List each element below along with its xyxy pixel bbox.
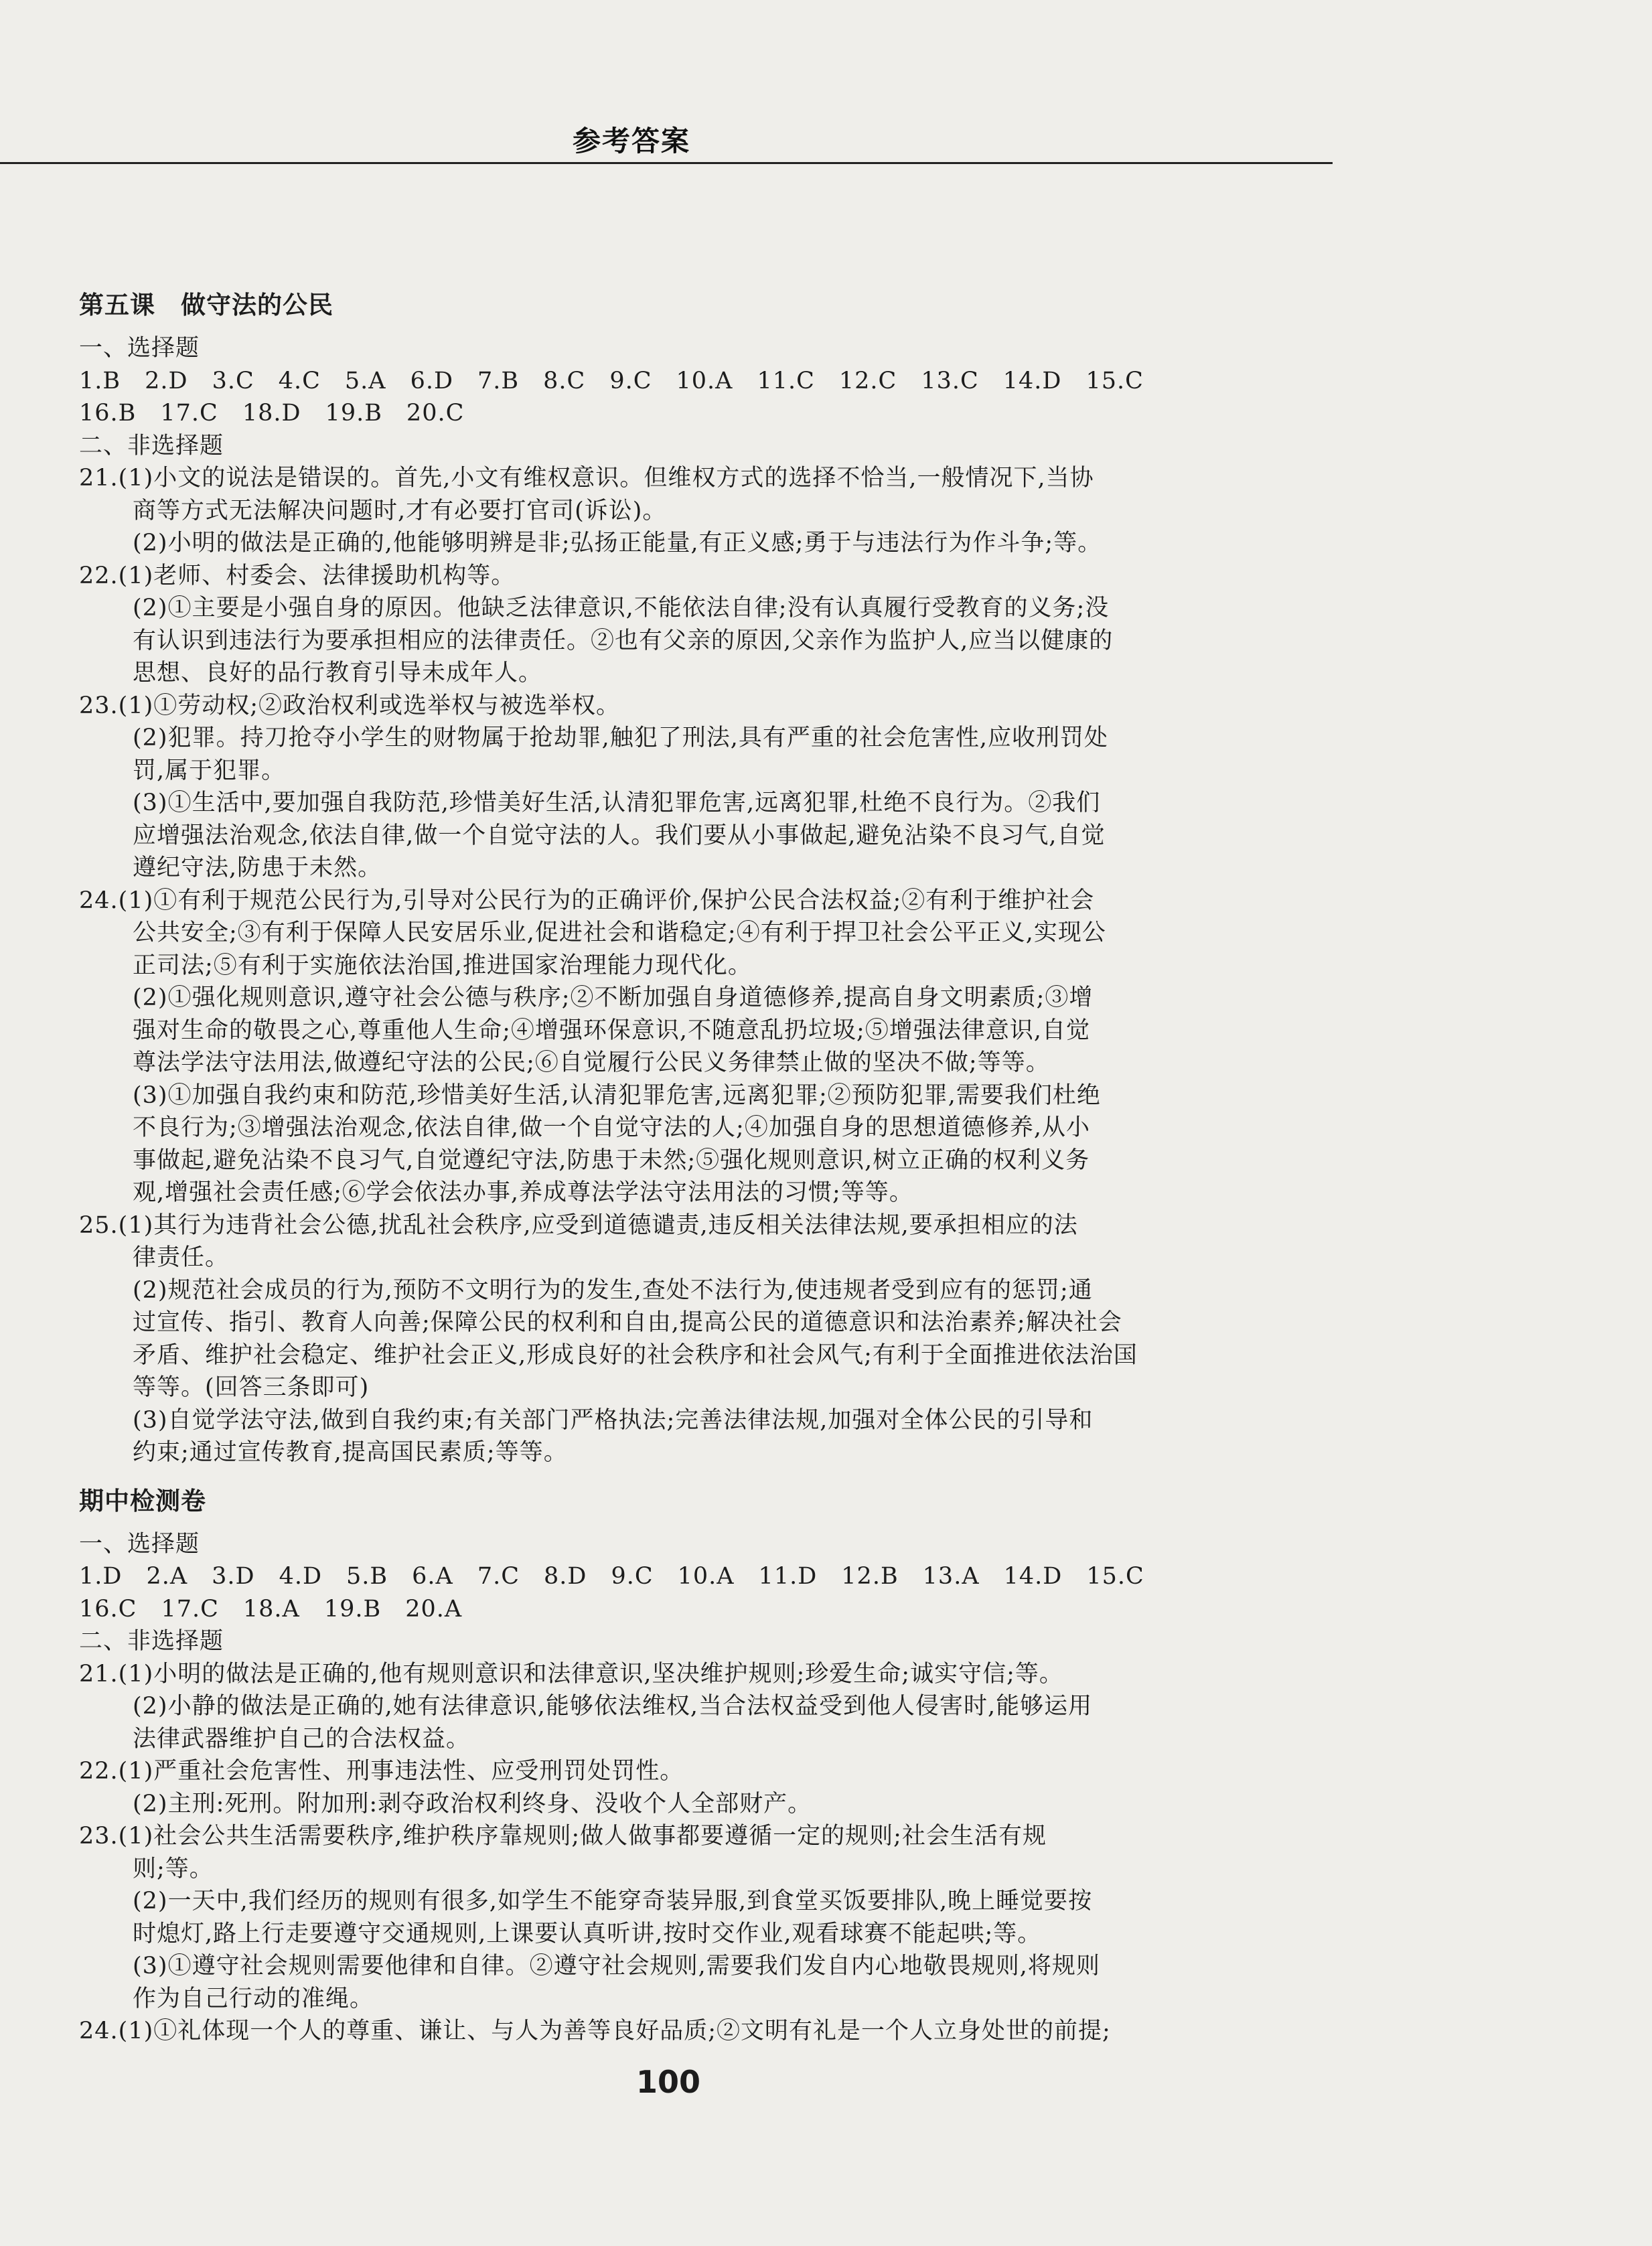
answer-line: 22.(1)严重社会危害性、刑事违法性、应受刑罚处罚性。 [79, 1758, 684, 1785]
choice-answer-row: 1.B 2.D 3.C 4.C 5.A 6.D 7.B 8.C 9.C 10.A 11.C 12.C 13.C 14.D 15.C [79, 367, 1144, 394]
answer-line: 21.(1)小明的做法是正确的,他有规则意识和法律意识,坚决维护规则;珍爱生命;诚实守信;等。 [79, 1660, 1063, 1688]
page-number: 100 [636, 2064, 701, 2100]
answer-line: 正司法;⑤有利于实施依法治国,推进国家治理能力现代化。 [133, 952, 752, 979]
answer-line: (2)小明的做法是正确的,他能够明辨是非;弘扬正能量,有正义感;勇于与违法行为作斗争;等。 [133, 530, 1102, 556]
answer-line: (2)主刑:死刑。附加刑:剥夺政治权利终身、没收个人全部财产。 [133, 1790, 812, 1817]
answer-line: 事做起,避免沾染不良习气,自觉遵纪守法,防患于未然;⑤强化规则意识,树立正确的权利义务 [133, 1146, 1090, 1174]
answer-content [79, 288, 1351, 2048]
choice-heading: 一、选择题 [79, 335, 200, 362]
answer-line: (2)①强化规则意识,遵守社会公德与秩序;②不断加强自身道德修养,提高自身文明素质;③增 [133, 984, 1094, 1011]
answer-line: 思想、良好的品行教育引导未成年人。 [133, 660, 543, 686]
answer-line: 矛盾、维护社会稳定、维护社会正义,形成良好的社会秩序和社会风气;有利于全面推进依法治国 [133, 1341, 1138, 1369]
answer-line: 24.(1)①有利于规范公民行为,引导对公民行为的正确评价,保护公民合法权益;②有利于维护社会 [79, 887, 1095, 914]
answer-line: 23.(1)社会公共生活需要秩序,维护秩序靠规则;做人做事都要遵循一定的规则;社会生活有规 [79, 1823, 1047, 1850]
section-title: 期中检测卷 [79, 1486, 206, 1515]
answer-line: 应增强法治观念,依法自律,做一个自觉守法的人。我们要从小事做起,避免沾染不良习气,自觉 [133, 822, 1106, 849]
answer-line: 23.(1)①劳动权;②政治权利或选举权与被选举权。 [79, 692, 621, 719]
answer-line: 不良行为;③增强法治观念,依法自律,做一个自觉守法的人;④加强自身的思想道德修养,从小 [133, 1114, 1090, 1141]
choice-answer-row: 1.D 2.A 3.D 4.D 5.B 6.A 7.C 8.D 9.C 10.A 11.D 12.B 13.A 14.D 15.C [79, 1563, 1144, 1590]
answer-line: 强对生命的敬畏之心,尊重他人生命;④增强环保意识,不随意乱扔垃圾;⑤增强法律意识,自觉 [133, 1017, 1090, 1044]
header-title: 参考答案 [573, 125, 691, 157]
answer-line: (2)①主要是小强自身的原因。他缺乏法律意识,不能依法自律;没有认真履行受教育的义务;没 [133, 595, 1110, 621]
answer-line: 尊法学法守法用法,做遵纪守法的公民;⑥自觉履行公民义务律禁止做的坚决不做;等等。 [133, 1049, 1050, 1076]
answer-line: (2)犯罪。持刀抢夺小学生的财物属于抢劫罪,触犯了刑法,具有严重的社会危害性,应收刑罚处 [133, 725, 1108, 751]
answer-line: 遵纪守法,防患于未然。 [133, 854, 382, 881]
answer-section [79, 288, 1351, 1469]
answer-line: 法律武器维护自己的合法权益。 [133, 1725, 471, 1752]
answer-line: 过宣传、指引、教育人向善;保障公民的权利和自由,提高公民的道德意识和法治素养;解决社会 [133, 1309, 1122, 1336]
answer-line: 商等方式无法解决问题时,才有必要打官司(诉讼)。 [133, 497, 667, 524]
choice-answer-row: 16.C 17.C 18.A 19.B 20.A [79, 1595, 463, 1623]
answer-line: (3)①生活中,要加强自我防范,珍惜美好生活,认清犯罪危害,远离犯罪,杜绝不良行为。②我们 [133, 790, 1101, 816]
answer-line: 作为自己行动的准绳。 [133, 1985, 374, 2012]
answer-line: 罚,属于犯罪。 [133, 757, 286, 784]
choice-answer-row: 16.B 17.C 18.D 19.B 20.C [79, 400, 465, 427]
answer-line: (2)小静的做法是正确的,她有法律意识,能够依法维权,当合法权益受到他人侵害时,能够运用 [133, 1693, 1093, 1720]
answer-line: (2)规范社会成员的行为,预防不文明行为的发生,查处不法行为,使违规者受到应有的惩罚;通 [133, 1276, 1093, 1304]
page-header [0, 114, 1333, 161]
header-rule [0, 162, 1333, 164]
answer-line: 有认识到违法行为要承担相应的法律责任。②也有父亲的原因,父亲作为监护人,应当以健康的 [133, 627, 1114, 654]
answer-line: 等等。(回答三条即可) [133, 1374, 370, 1401]
choice-heading: 一、选择题 [79, 1530, 200, 1558]
answer-line: (3)①加强自我约束和防范,珍惜美好生活,认清犯罪危害,远离犯罪;②预防犯罪,需要我们杜绝 [133, 1081, 1101, 1109]
answer-line: 24.(1)①礼体现一个人的尊重、谦让、与人为善等良好品质;②文明有礼是一个人立身处世的前提; [79, 2018, 1111, 2044]
answer-line: (2)一天中,我们经历的规则有很多,如学生不能穿奇装异服,到食堂买饭要排队,晚上睡觉要按 [133, 1888, 1093, 1915]
answer-line: 观,增强社会责任感;⑥学会依法办事,养成尊法学法守法用法的习惯;等等。 [133, 1179, 913, 1206]
answer-line: 则;等。 [133, 1855, 214, 1882]
answer-line: 约束;通过宣传教育,提高国民素质;等等。 [133, 1439, 568, 1466]
answer-line: 22.(1)老师、村委会、法律援助机构等。 [79, 562, 516, 589]
non-choice-heading: 二、非选择题 [79, 432, 224, 459]
answer-sections [79, 288, 1351, 2048]
section-title: 第五课 做守法的公民 [79, 291, 333, 319]
answer-section [79, 1484, 1351, 2048]
answer-line: 25.(1)其行为违背社会公德,扰乱社会秩序,应受到道德谴责,违反相关法律法规,要承担相应的法 [79, 1211, 1078, 1239]
answer-line: 律责任。 [133, 1244, 230, 1271]
answer-line: 时熄灯,路上行走要遵守交通规则,上课要认真听讲,按时交作业,观看球赛不能起哄;等。 [133, 1920, 1042, 1947]
answer-line: 21.(1)小文的说法是错误的。首先,小文有维权意识。但维权方式的选择不恰当,一般情况下,当协 [79, 465, 1094, 492]
answer-line: (3)①遵守社会规则需要他律和自律。②遵守社会规则,需要我们发自内心地敬畏规则,将规则 [133, 1953, 1100, 1979]
answer-line: 公共安全;③有利于保障人民安居乐业,促进社会和谐稳定;④有利于捍卫社会公平正义,实现公 [133, 919, 1106, 946]
answer-line: (3)自觉学法守法,做到自我约束;有关部门严格执法;完善法律法规,加强对全体公民的引导和 [133, 1406, 1094, 1434]
non-choice-heading: 二、非选择题 [79, 1628, 224, 1655]
